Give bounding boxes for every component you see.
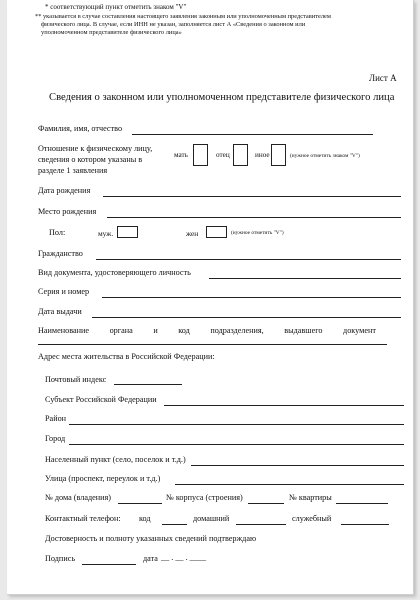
doc-type-field[interactable] <box>209 278 401 279</box>
relation-label-line-2: сведения о котором указаны в <box>38 155 143 164</box>
footnote-2-line-1: ** указывается в случае составления настоящего заявления законным или уполномоченным представителем <box>35 13 331 20</box>
issuer-word: органа <box>109 326 133 335</box>
female-checkbox[interactable] <box>206 226 227 238</box>
phone-home-label: домашний <box>193 514 230 523</box>
apartment-label: № квартиры <box>289 493 332 502</box>
issuer-word: Наименование <box>38 326 90 335</box>
form-title: Сведения о законном или уполномоченном представителе физического лица <box>49 92 395 103</box>
sex-label: Пол: <box>49 228 66 237</box>
footnote-1: * соответствующий пункт отметить знаком "V" <box>45 3 187 11</box>
sheet-label: Лист А <box>369 73 397 83</box>
female-label: жен <box>186 229 199 238</box>
citizenship-field[interactable] <box>96 259 401 260</box>
region-field[interactable] <box>164 405 404 406</box>
street-label: Улица (проспект, переулок и т.д.) <box>45 474 161 483</box>
house-field[interactable] <box>118 503 162 504</box>
relation-label-line-3: разделе 1 заявления <box>38 166 108 175</box>
relation-hint: (нужное отметить знаком "V") <box>290 153 360 159</box>
father-checkbox[interactable] <box>233 144 248 166</box>
series-number-label: Серия и номер <box>38 287 90 296</box>
male-label: муж. <box>98 229 114 238</box>
signature-label: Подпись <box>45 554 76 563</box>
issuer-word: выдавшего <box>284 326 323 335</box>
mother-checkbox[interactable] <box>193 144 208 166</box>
settlement-label: Населенный пункт (село, поселок и т.д.) <box>45 455 186 464</box>
phone-code-field[interactable] <box>162 524 187 525</box>
building-field[interactable] <box>248 503 284 504</box>
fio-field[interactable] <box>132 134 373 135</box>
other-label: иное <box>255 151 270 159</box>
issuer-field[interactable] <box>38 344 387 345</box>
footnote-2-line-3: уполномоченном представителе физического лица» <box>41 29 182 36</box>
footnote-2-line-2: физического лица. В случае, если ИНН не указан, заполняется лист А «Сведения о законном или <box>41 21 306 28</box>
postal-code-label: Почтовый индекс <box>45 375 107 384</box>
house-label: № дома (владения) <box>45 493 112 502</box>
birth-date-label: Дата рождения <box>38 186 91 195</box>
birth-place-label: Место рождения <box>38 207 97 216</box>
signature-field[interactable] <box>82 564 136 565</box>
street-field[interactable] <box>175 484 404 485</box>
apartment-field[interactable] <box>336 503 388 504</box>
male-checkbox[interactable] <box>117 226 138 238</box>
relation-label-line-1: Отношение к физическому лицу, <box>38 144 153 153</box>
phone-work-field[interactable] <box>341 524 389 525</box>
other-checkbox[interactable] <box>271 144 286 166</box>
issuer-word: подразделения, <box>210 326 264 335</box>
phone-code-label: код <box>139 514 151 523</box>
sex-hint: (нужное отметить "V") <box>231 230 284 236</box>
fio-label: Фамилия, имя, отчество <box>38 124 123 133</box>
birth-date-field[interactable] <box>103 196 401 197</box>
address-header: Адрес места жительства в Российской Федерации: <box>38 352 215 361</box>
region-label: Субъект Российской Федерации <box>45 395 157 404</box>
building-label: № корпуса (строения) <box>166 493 243 502</box>
postal-code-field[interactable] <box>114 384 182 385</box>
district-label: Район <box>45 414 67 423</box>
series-number-field[interactable] <box>102 297 401 298</box>
mother-label: мать <box>174 151 188 159</box>
issue-date-field[interactable] <box>92 317 401 318</box>
father-label: отец <box>216 151 230 159</box>
date-field[interactable]: __ . __ . ____ <box>161 553 207 562</box>
phone-label: Контактный телефон: <box>45 514 121 523</box>
city-label: Город <box>45 434 66 443</box>
date-label: дата <box>143 554 158 563</box>
issuer-word: документ <box>343 326 376 335</box>
citizenship-label: Гражданство <box>38 249 83 258</box>
issuer-word: и <box>153 326 158 335</box>
confirmation-text: Достоверность и полноту указанных сведений подтверждаю <box>45 534 257 543</box>
phone-home-field[interactable] <box>236 524 286 525</box>
document-page <box>7 0 414 595</box>
issue-date-label: Дата выдачи <box>38 307 82 316</box>
city-field[interactable] <box>69 444 404 445</box>
issuer-label <box>38 326 376 335</box>
phone-work-label: служебный <box>292 514 332 523</box>
birth-place-field[interactable] <box>107 217 401 218</box>
issuer-word: код <box>178 326 190 335</box>
district-field[interactable] <box>69 424 404 425</box>
settlement-field[interactable] <box>191 465 404 466</box>
doc-type-label: Вид документа, удостоверяющего личность <box>38 268 191 277</box>
